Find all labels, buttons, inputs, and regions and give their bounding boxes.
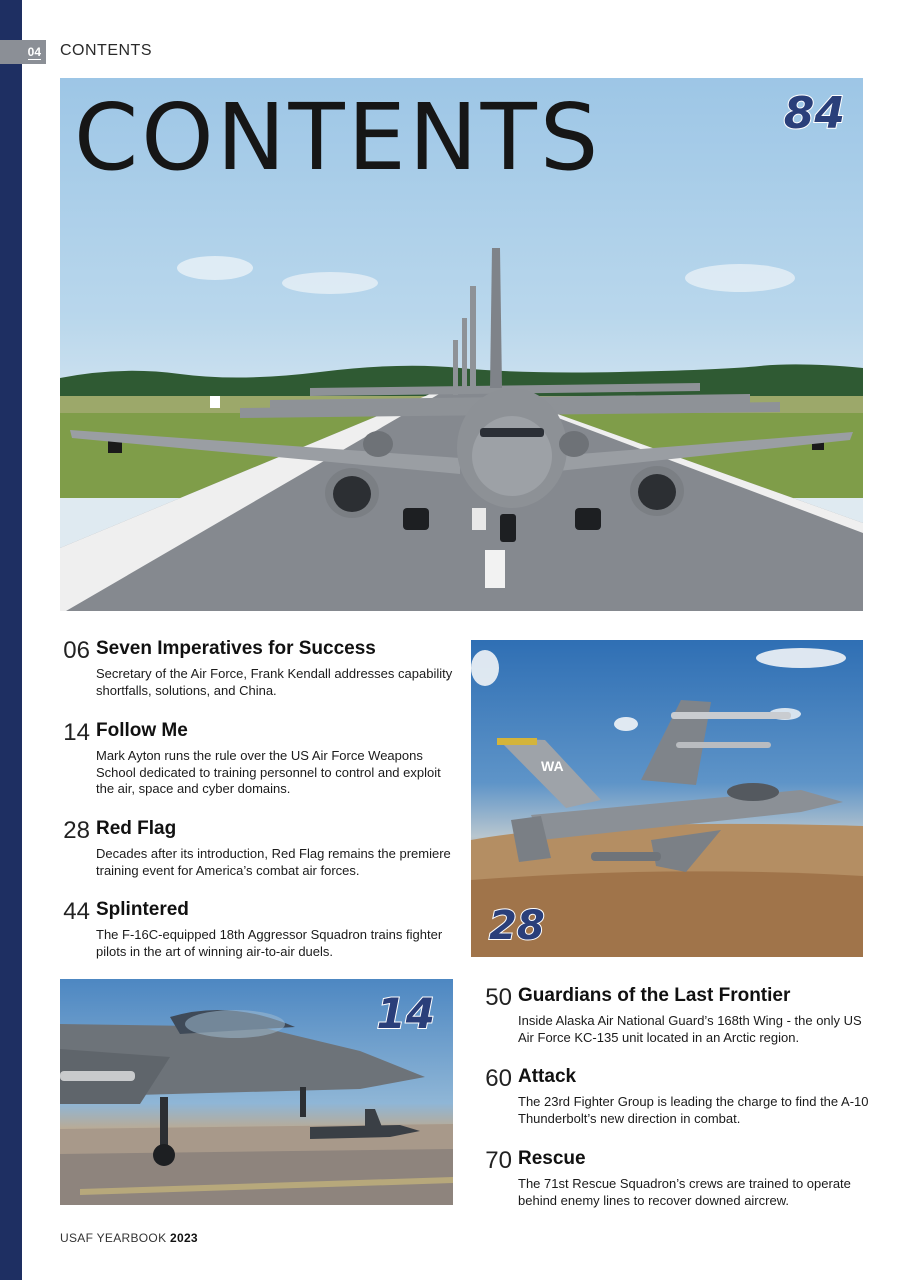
page-number-tab xyxy=(0,40,46,64)
hero-page-badge: 84 xyxy=(783,88,845,139)
toc-description: Decades after its introduction, Red Flag remains the premiere training event for America’s combat air forces. xyxy=(96,846,451,878)
toc-page-number: 70 xyxy=(485,1147,512,1174)
f16-page-badge: 28 xyxy=(489,903,545,949)
toc-page-number: 60 xyxy=(485,1065,512,1092)
toc-title: Rescue xyxy=(518,1148,586,1169)
footer xyxy=(60,1231,198,1245)
f15-photo xyxy=(60,979,453,1205)
running-head: CONTENTS xyxy=(60,42,152,59)
page-number: 04 xyxy=(27,45,41,59)
toc-title: Seven Imperatives for Success xyxy=(96,638,376,659)
toc-description: Inside Alaska Air National Guard’s 168th Wing - the only US Air Force KC-135 unit located in an Arctic region. xyxy=(518,1013,862,1045)
toc-title: Attack xyxy=(518,1066,577,1087)
toc-description: The 71st Rescue Squadron’s crews are trained to operate behind enemy lines to recover downed aircrew. xyxy=(518,1176,851,1208)
hero-photo-tankers xyxy=(60,78,863,611)
blue-spine xyxy=(0,0,22,1280)
footer-year: 2023 xyxy=(170,1231,198,1245)
f16-tail-code: WA xyxy=(541,758,564,774)
toc-title: Guardians of the Last Frontier xyxy=(518,985,791,1006)
f15-page-badge: 14 xyxy=(376,989,435,1038)
toc-description: The 23rd Fighter Group is leading the charge to find the A-10 Thunderbolt’s new direction in combat. xyxy=(518,1094,869,1126)
toc-page-number: 44 xyxy=(63,898,90,925)
toc-page-number: 28 xyxy=(63,817,90,844)
toc-title: Splintered xyxy=(96,899,189,920)
toc-description: Secretary of the Air Force, Frank Kendall addresses capability shortfalls, solutions, and China. xyxy=(96,666,453,698)
footer-publication: USAF YEARBOOK xyxy=(60,1231,167,1245)
toc-description: Mark Ayton runs the rule over the US Air Force Weapons School dedicated to training personnel to control and exploit the air, space and cyber domains. xyxy=(96,748,441,796)
f16-photo xyxy=(471,640,863,957)
toc-page-number: 50 xyxy=(485,984,512,1011)
contents-title: CONTENTS xyxy=(74,84,602,191)
toc-page-number: 06 xyxy=(63,637,90,664)
toc-page-number: 14 xyxy=(63,719,90,746)
toc-title: Red Flag xyxy=(96,818,177,839)
toc-description: The F-16C-equipped 18th Aggressor Squadron trains fighter pilots in the art of winning air-to-air duels. xyxy=(96,927,443,959)
toc-title: Follow Me xyxy=(96,720,188,741)
